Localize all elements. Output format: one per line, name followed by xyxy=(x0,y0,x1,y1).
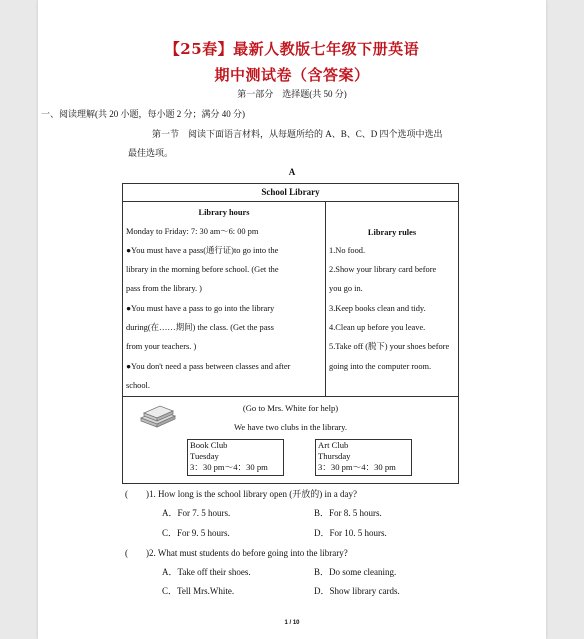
hours-line: Monday to Friday: 7: 30 am～6: 00 pm xyxy=(126,227,259,236)
rules-line: 1.No food. xyxy=(329,246,366,255)
club-time: 3：30 pm～4：30 pm xyxy=(190,462,268,472)
question-2-option: C．Tell Mrs.White. xyxy=(162,586,235,596)
clubs-intro: We have two clubs in the library. xyxy=(233,422,348,432)
rules-line: 3.Keep books clean and tidy. xyxy=(329,304,426,313)
hours-line: during(在……期间) the class. (Get the pass xyxy=(126,323,274,332)
page-number: 1 / 10 xyxy=(284,620,300,626)
hours-line: pass from the library. ) xyxy=(126,284,202,293)
question-2-option: B．Do some cleaning. xyxy=(314,567,397,577)
part-heading: 第一部分 选择题(共 50 分) xyxy=(237,89,347,99)
hours-line: school. xyxy=(126,381,150,390)
hours-line: from your teachers. ) xyxy=(126,342,197,351)
question-1-option: A．For 7. 5 hours. xyxy=(162,508,231,518)
passage-label: A xyxy=(288,167,296,177)
question-1-option: C．For 9. 5 hours. xyxy=(162,528,230,538)
hours-line: ●You must have a pass(通行证)to go into the xyxy=(126,246,279,255)
document-page xyxy=(38,0,546,639)
rules-line: 2.Show your library card before xyxy=(329,265,437,274)
instruction-line2: 最佳选项。 xyxy=(128,148,174,158)
club-day: Tuesday xyxy=(190,451,219,461)
question-2-option: D．Show library cards. xyxy=(314,586,400,596)
section-heading: 一、阅读理解(共 20 小题，每小题 2 分；满分 40 分) xyxy=(41,109,245,119)
library-hours-heading: Library hours xyxy=(198,208,250,217)
rules-line: going into the computer room. xyxy=(329,362,432,371)
rules-line: you go in. xyxy=(329,284,363,293)
hours-line: ●You must have a pass to go into the library xyxy=(126,304,275,313)
book-club-box xyxy=(187,439,284,476)
library-rules-heading: Library rules xyxy=(367,228,417,237)
library-hours-column xyxy=(123,201,326,396)
question-1-stem: ( )1. How long is the school library open (开放的) in a day? xyxy=(125,489,357,499)
question-2-stem: ( )2. What must students do before going into the library? xyxy=(125,548,348,558)
hours-line: library in the morning before school. (Get the xyxy=(126,265,279,274)
rules-line: 5.Take off (脱下) your shoes before xyxy=(329,342,450,351)
club-day: Thursday xyxy=(318,451,351,461)
rules-line: 4.Clean up before you leave. xyxy=(329,323,426,332)
art-club-box xyxy=(315,439,412,476)
hours-line: ●You don't need a pass between classes and after xyxy=(126,362,291,371)
table-row-divider xyxy=(123,396,458,397)
doc-title-line2: 期中测试卷（含答案） xyxy=(214,66,370,84)
doc-title-line1: 【25春】最新人教版七年级下册英语 xyxy=(164,40,420,58)
instruction-line1: 第一节 阅读下面语言材料，从每题所给的 A、B、C、D 四个选项中选出 xyxy=(152,129,443,139)
question-1-option: B．For 8. 5 hours. xyxy=(314,508,382,518)
library-notice-table xyxy=(122,183,459,484)
library-rules-column xyxy=(326,201,458,396)
club-name: Book Club xyxy=(190,440,228,450)
question-1-option: D．For 10. 5 hours. xyxy=(314,528,387,538)
question-2-option: A．Take off their shoes. xyxy=(162,567,251,577)
library-table-title: School Library xyxy=(123,184,458,202)
help-note: (Go to Mrs. White for help) xyxy=(242,403,339,413)
club-time: 3：30 pm～4：30 pm xyxy=(318,462,396,472)
club-name: Art Club xyxy=(318,440,349,450)
